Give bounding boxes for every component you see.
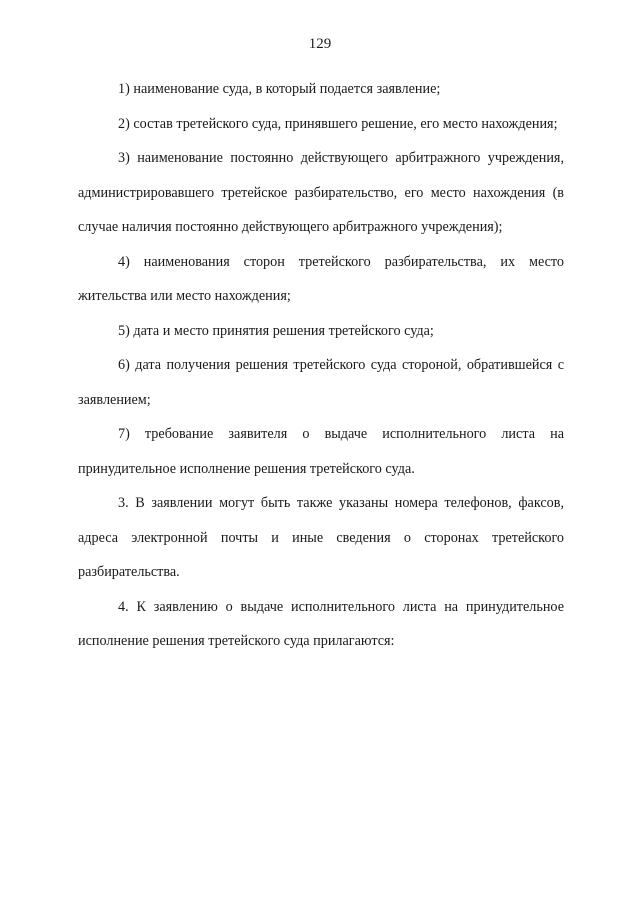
list-item-5: 5) дата и место принятия решения третейского суда; — [118, 322, 434, 339]
document-body — [78, 72, 564, 659]
clause-4: 4. К заявлению о выдаче исполнительного листа на принудительное исполнение решения третейского суда прилагаются: — [78, 598, 564, 649]
list-item-6: 6) дата получения решения третейского суда стороной, обратившейся с заявлением; — [78, 357, 564, 408]
list-item-7: 7) требование заявителя о выдаче исполнительного листа на принудительное исполнение решения третейского суда. — [78, 426, 564, 477]
list-item-2: 2) состав третейского суда, принявшего решение, его место нахождения; — [118, 115, 558, 132]
list-item-3: 3) наименование постоянно действующего арбитражного учреждения, администрировавшего третейское разбирательство, его место нахождения (в случае наличия постоянно действующего арбитражного учреждения); — [78, 150, 564, 235]
clause-3: 3. В заявлении могут быть также указаны номера телефонов, факсов, адреса электронной почты и иные сведения о сторонах третейского разбирательства. — [78, 495, 564, 580]
list-item-1: 1) наименование суда, в который подается заявление; — [118, 81, 441, 97]
list-item-4: 4) наименования сторон третейского разбирательства, их место жительства или место нахождения; — [78, 253, 564, 304]
page-number: 129 — [308, 36, 332, 52]
